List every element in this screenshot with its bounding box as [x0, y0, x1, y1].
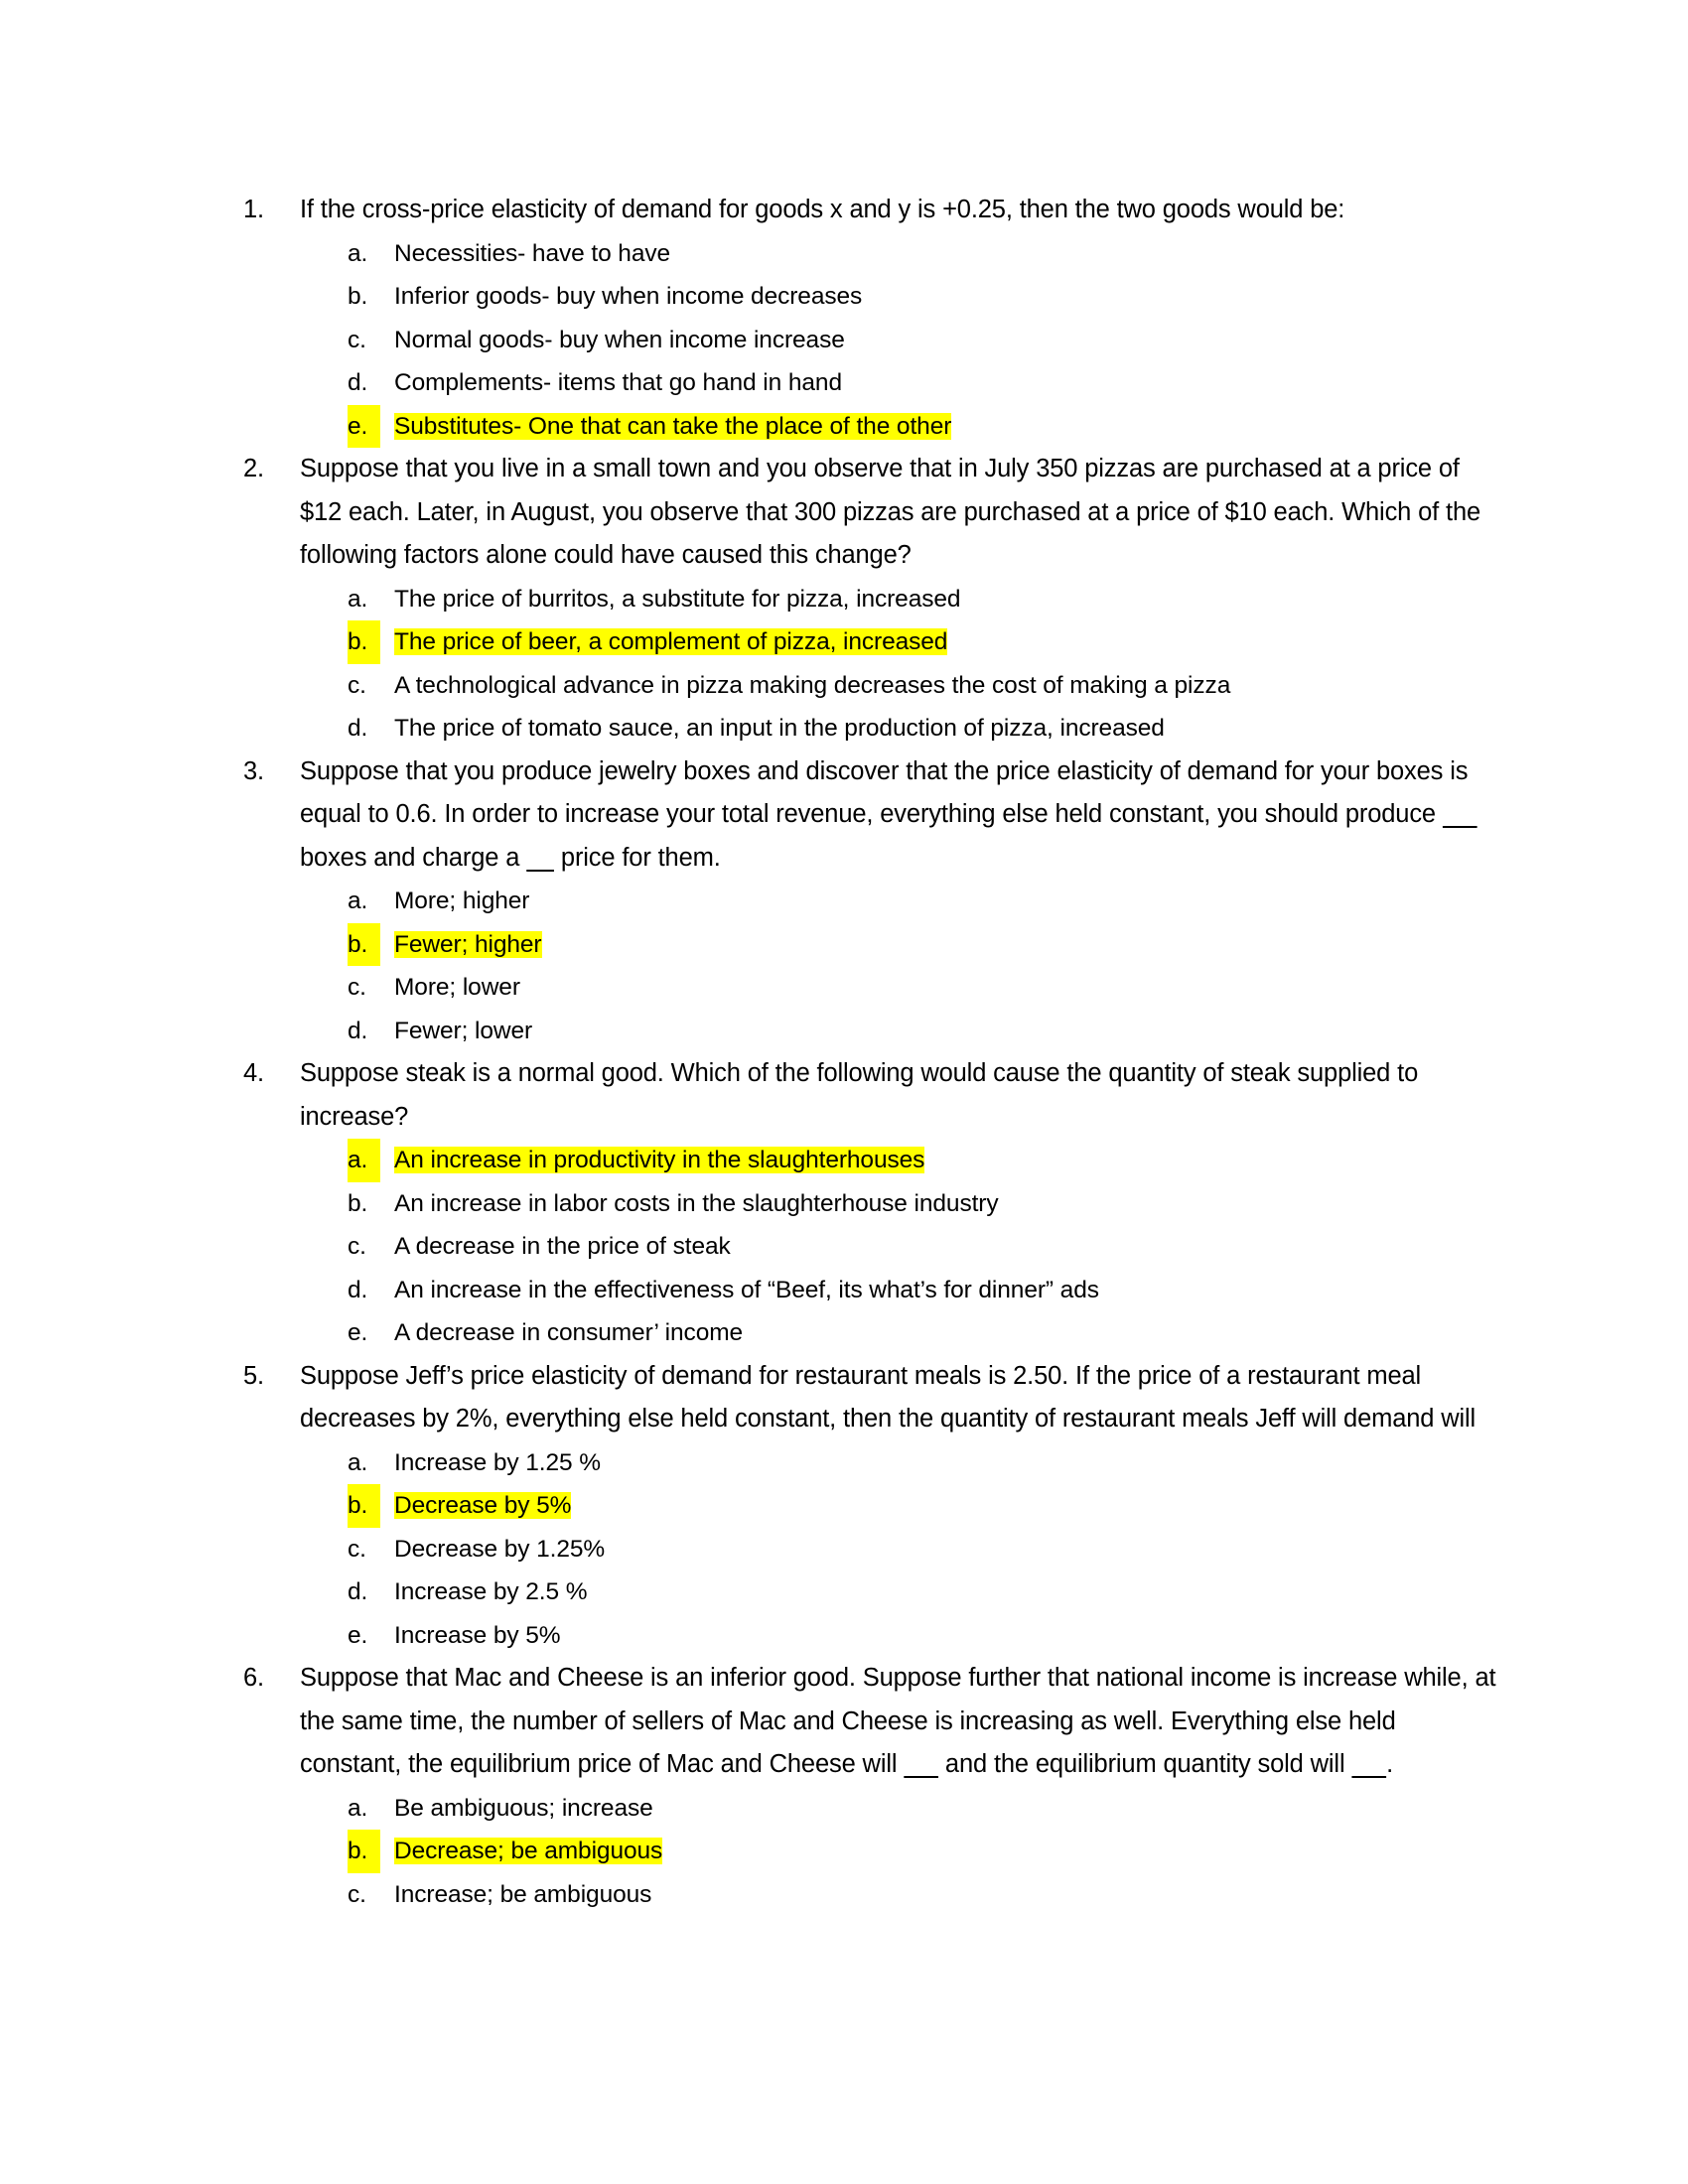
option-item[interactable]	[348, 1528, 1496, 1571]
option-item[interactable]	[348, 232, 1496, 276]
question-text: Suppose Jeff’s price elasticity of demand for restaurant meals is 2.50. If the price of a restaurant meal decreases by 2%, everything else held constant, then the quantity of restaurant meals Jeff will demand will	[300, 1361, 1477, 1433]
question-text: Suppose that you produce jewelry boxes and discover that the price elasticity of demand for your boxes is equal to 0.6. In order to increase your total revenue, everything else held constant, you should produce boxes and charge a price for them.	[300, 751, 1496, 881]
option-item[interactable]	[348, 880, 1496, 923]
option-item[interactable]	[348, 1614, 1496, 1658]
option-label: c.	[348, 974, 366, 1001]
option-list	[300, 1441, 1496, 1658]
option-text: Normal goods- buy when income increase	[394, 326, 845, 353]
option-label: c.	[348, 1535, 366, 1563]
option-list	[300, 578, 1496, 751]
question-number: 2.	[243, 455, 264, 482]
question-list	[243, 189, 1549, 1916]
option-item[interactable]	[348, 1570, 1496, 1614]
option-item-highlighted[interactable]	[348, 1830, 1496, 1873]
option-text: An increase in productivity in the slaughterhouses	[394, 1147, 925, 1173]
option-item[interactable]	[348, 1873, 1496, 1917]
option-text: Fewer; lower	[394, 1017, 533, 1044]
option-text: Substitutes- One that can take the place of the other	[394, 412, 952, 440]
question-text: Suppose that Mac and Cheese is an inferior good. Suppose further that national income is increase while, at the same time, the number of sellers of Mac and Cheese is increasing as well. Everything else held constant, the equilibrium price of Mac and Cheese will and the equilibrium quantity sold will .	[300, 1664, 1496, 1778]
option-text: A decrease in the price of steak	[394, 1233, 731, 1260]
option-label: e.	[348, 1319, 368, 1346]
option-text: Be ambiguous; increase	[394, 1794, 653, 1822]
option-text: A technological advance in pizza making decreases the cost of making a pizza	[394, 671, 1231, 699]
question-item	[243, 1657, 1496, 1916]
option-item[interactable]	[348, 1441, 1496, 1485]
option-label: d.	[348, 369, 368, 396]
question-text: Suppose that you live in a small town and you observe that in July 350 pizzas are purchased at a price of $12 each. Later, in August, you observe that 300 pizzas are purchased at a price of $10 each. Which of the following factors alone could have caused this change?	[300, 455, 1481, 569]
option-label: a.	[348, 1139, 380, 1182]
question-number: 3.	[243, 756, 264, 785]
option-text: Increase by 5%	[394, 1621, 561, 1649]
option-label: d.	[348, 1578, 368, 1605]
option-text: An increase in labor costs in the slaughterhouse industry	[394, 1189, 999, 1217]
option-text: The price of burritos, a substitute for pizza, increased	[394, 585, 961, 613]
question-number: 5.	[243, 1361, 264, 1390]
option-item[interactable]	[348, 1225, 1496, 1269]
option-item-highlighted[interactable]	[348, 1484, 1496, 1528]
option-text: More; higher	[394, 887, 530, 914]
question-item	[243, 448, 1496, 751]
question-number: 1.	[243, 196, 264, 223]
question-number: 6.	[243, 1664, 264, 1692]
option-label: c.	[348, 671, 366, 699]
option-list	[300, 232, 1496, 449]
option-label: a.	[348, 1794, 368, 1822]
option-list	[300, 1139, 1496, 1355]
option-label: a.	[348, 239, 368, 267]
option-label: d.	[348, 715, 368, 742]
option-text: More; lower	[394, 974, 520, 1001]
option-item[interactable]	[348, 361, 1496, 405]
option-text: Decrease; be ambiguous	[394, 1838, 663, 1864]
option-text: The price of beer, a complement of pizza, increased	[394, 628, 948, 655]
fill-in-blank	[1443, 800, 1477, 828]
fill-in-blank	[526, 844, 554, 872]
option-text: Increase; be ambiguous	[394, 1880, 652, 1908]
question-item	[243, 751, 1496, 1053]
option-label: b.	[348, 923, 380, 967]
option-label: e.	[348, 1621, 368, 1649]
question-item	[243, 189, 1496, 448]
option-label: a.	[348, 887, 368, 914]
option-label: b.	[348, 620, 380, 664]
option-item[interactable]	[348, 1182, 1496, 1226]
option-text: Increase by 1.25 %	[394, 1448, 601, 1476]
option-item[interactable]	[348, 1269, 1496, 1312]
option-text: A decrease in consumer’ income	[394, 1319, 744, 1346]
option-text: Complements- items that go hand in hand	[394, 369, 842, 396]
option-list	[300, 880, 1496, 1052]
option-text: Fewer; higher	[394, 930, 542, 958]
option-text: Necessities- have to have	[394, 239, 671, 267]
question-text: If the cross-price elasticity of demand for goods x and y is +0.25, then the two goods would be:	[300, 196, 1345, 223]
option-item[interactable]	[348, 664, 1496, 708]
option-text: Decrease by 1.25%	[394, 1535, 606, 1563]
option-item-highlighted[interactable]	[348, 405, 1496, 449]
option-label: c.	[348, 326, 366, 353]
option-label: d.	[348, 1276, 368, 1303]
option-item-highlighted[interactable]	[348, 923, 1496, 967]
option-item[interactable]	[348, 319, 1496, 362]
question-item	[243, 1052, 1496, 1355]
option-label: b.	[348, 1189, 368, 1217]
option-item[interactable]	[348, 1787, 1496, 1831]
option-label: d.	[348, 1017, 368, 1044]
option-label: a.	[348, 585, 368, 613]
option-item[interactable]	[348, 966, 1496, 1010]
option-item[interactable]	[348, 578, 1496, 621]
option-item-highlighted[interactable]	[348, 620, 1496, 664]
option-list	[300, 1787, 1496, 1917]
option-label: c.	[348, 1233, 366, 1260]
option-item[interactable]	[348, 1010, 1496, 1053]
fill-in-blank	[1351, 1750, 1386, 1778]
option-label: a.	[348, 1448, 368, 1476]
fill-in-blank	[904, 1750, 938, 1778]
option-label: b.	[348, 283, 368, 310]
option-text: Increase by 2.5 %	[394, 1578, 588, 1605]
option-label: e.	[348, 405, 380, 449]
option-text: Inferior goods- buy when income decreases	[394, 283, 863, 310]
option-label: c.	[348, 1880, 366, 1908]
question-number: 4.	[243, 1059, 264, 1087]
option-text: The price of tomato sauce, an input in the production of pizza, increased	[394, 715, 1165, 742]
option-text: An increase in the effectiveness of “Beef, its what’s for dinner” ads	[394, 1276, 1099, 1303]
option-item-highlighted[interactable]	[348, 1139, 1496, 1182]
question-text: Suppose steak is a normal good. Which of the following would cause the quantity of steak supplied to increase?	[300, 1059, 1419, 1131]
option-item[interactable]	[348, 1311, 1496, 1355]
option-label: b.	[348, 1484, 380, 1528]
option-item[interactable]	[348, 275, 1496, 319]
option-item[interactable]	[348, 707, 1496, 751]
option-label: b.	[348, 1830, 380, 1873]
option-text: Decrease by 5%	[394, 1492, 572, 1519]
question-item	[243, 1355, 1496, 1658]
